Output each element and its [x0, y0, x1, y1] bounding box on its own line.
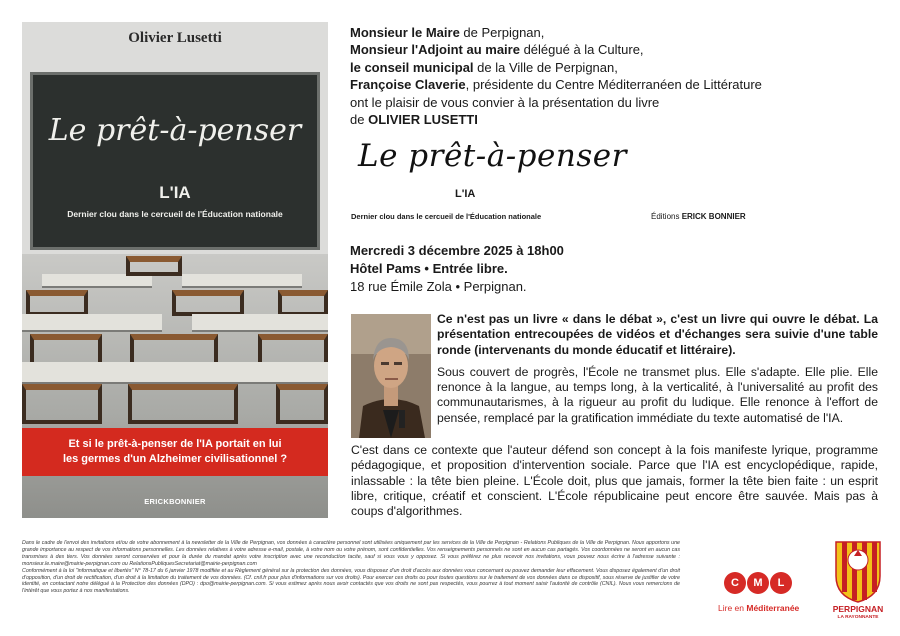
chalkboard	[30, 72, 320, 250]
invite-line-4-rest: , présidente du Centre Méditerranéen de Littérature	[465, 77, 762, 93]
book-subtitle: Dernier clou dans le cercueil de l'Éducation nationale	[351, 212, 542, 221]
desk	[22, 314, 162, 332]
desk	[42, 274, 152, 288]
editions-label: Éditions	[651, 212, 682, 221]
cover-subtitle: Dernier clou dans le cercueil de l'Éducation nationale	[67, 209, 283, 219]
perpignan-logo	[826, 536, 890, 626]
cml-logo	[718, 572, 798, 622]
invite-line-6	[350, 111, 800, 128]
cover-ia: L'IA	[159, 183, 191, 202]
chair	[276, 384, 328, 424]
perpignan-tagline: LA RAYONNANTE	[837, 615, 879, 620]
cover-title: Le prêt-à-penser	[48, 113, 302, 148]
event-address: 18 rue Émile Zola • Perpignan.	[350, 279, 527, 294]
chair	[128, 384, 238, 424]
cover-author: Olivier Lusetti	[128, 30, 222, 46]
cml-letters	[724, 572, 792, 596]
invite-line-5: ont le plaisir de vous convier à la présentation du livre	[350, 94, 660, 110]
editions	[651, 212, 746, 221]
cml-caption-main: Méditerranée	[746, 603, 800, 613]
cml-caption	[718, 603, 798, 613]
cml-letter-c: C	[724, 572, 746, 594]
invite-deputy: Monsieur l'Adjoint au maire	[350, 42, 520, 58]
chair	[172, 290, 244, 316]
invite-line-6-pre: de	[350, 112, 369, 128]
legal-paragraph-1: Dans le cadre de l'envoi des invitations et/ou de votre abonnement à la newsletter de la Ville de Perpignan, vos données à caractère personnel sont utilisées uniquement par les services de la Ville de Perpignan - Relations Publiques de la Ville de Perpignan. Nous apportons une grande importance au respect de vos informations personnelles. Les données relatives à votre adresse e-mail, postale, à votre nom ou votre prénom, sont confidentielles. Vos renseignements personnels ne sont en aucun cas partagés. Vos coordonnées ne seront en aucun cas transmises à des tiers. Vos données seront conservées et pour la durée du mandat après votre inscription avec une reconduction tacite, sauf si vous vous y opposez. Si vous préférez ne plus recevoir nos invitations, vous pouvez nous écrire à l'adresse suivante : monsieur.le.maire@mairie-perpignan.com ou RelationsPubliquesSecretariat@mairie-perpignan.com	[22, 540, 680, 567]
author-photo	[351, 314, 431, 438]
cml-letter-m: M	[747, 572, 769, 594]
invite-line-1-rest: de Perpignan,	[459, 25, 545, 40]
editions-name: ERICK BONNIER	[681, 212, 746, 221]
description-para-2: C'est dans ce contexte que l'auteur défend son concept à la fois manifeste lyrique, programme pédagogique, et proposition d'intervention sociale. Parce que l'IA est encyclopédique, rapide, inlassable : la tête bien pleine. L'École doit, plus que jamais, former la tête bien faite : un esprit libre, critique, créatif et conscient. L'École républicaine peut encore être sauvée. Mais pas à coups d'algorithmes.	[351, 443, 878, 519]
legal-notice	[22, 540, 680, 595]
invite-line-3-rest: de la Ville de Perpignan,	[473, 59, 618, 75]
cover-publisher: ERICKBONNIER	[144, 497, 206, 506]
legal-paragraph-2: Conformément à la loi "informatique et libertés" N° 78-17 du 6 janvier 1978 modifiée et au Règlement général sur la protection des données, vous disposez d'un droit d'accès aux données vous concernant ou pouvez demander leur effacement. Vous disposez également d'un droit d'opposition, d'un droit de rectification, d'un droit à la limitation du traitement de vos données. (Cf. cnil.fr pour plus d'informations sur vos droits). Pour exercer ces droits ou pour toutes questions sur le traitement de vos données dans ce dispositif, sous réserve de justifier de votre identité, en contactant notre délégué à la Protection des données (DPO) : dpo@mairie-perpignan.com. Si vous estimez après nous avoir contactés que vos droits ne sont pas respectés, vous pourrez à tout moment saisir l'autorité de contrôle (CNIL). Nous vous remercions de l'intérêt que vous portez à nos manifestations.	[22, 567, 680, 595]
invite-line-2	[350, 41, 800, 58]
chair	[278, 290, 328, 316]
perpignan-crest-icon	[826, 536, 890, 604]
cml-letter-l: L	[770, 572, 792, 594]
book-description	[437, 312, 878, 426]
event-details	[350, 242, 564, 296]
description-lead: Ce n'est pas un livre « dans le débat », c'est un livre qui ouvre le débat. La présentation entrecoupées de vidéos et d'échanges sera suivie d'une table ronde (intervenants du monde éducatif et littéraire).	[437, 312, 878, 357]
invite-president: Françoise Claverie	[350, 77, 466, 93]
invite-line-3	[350, 59, 800, 76]
invite-line-4	[350, 76, 800, 93]
book-title: Le prêt-à-penser	[358, 138, 627, 174]
event-place: Hôtel Pams • Entrée libre.	[350, 261, 508, 276]
invitation-text	[350, 24, 800, 128]
chair	[126, 256, 182, 276]
cml-caption-pre: Lire en	[718, 603, 747, 613]
banner-line-1: Et si le prêt-à-penser de l'IA portait en lui	[68, 438, 282, 450]
desk	[182, 274, 302, 288]
invite-line-2-rest: délégué à la Culture,	[519, 42, 644, 58]
invite-mayor: Monsieur le Maire	[350, 25, 460, 40]
invite-author: OLIVIER LUSETTI	[368, 112, 478, 128]
desk	[192, 314, 328, 332]
chair	[26, 290, 88, 316]
desk	[22, 362, 328, 384]
event-date: Mercredi 3 décembre 2025 à 18h00	[350, 243, 564, 258]
perpignan-name: PERPIGNAN	[832, 604, 884, 614]
book-ia: L'IA	[455, 188, 476, 200]
classroom-illustration	[22, 254, 328, 518]
invite-council: le conseil municipal	[350, 59, 474, 75]
chair	[22, 384, 102, 424]
invite-line-1	[350, 24, 800, 41]
banner-line-2: les germes d'un Alzheimer civilisationnel ?	[62, 453, 288, 465]
book-cover	[22, 22, 328, 518]
description-para-1: Sous couvert de progrès, l'École ne transmet plus. Elle s'adapte. Elle plie. Elle renonce à la langue, au temps long, à la verticalité, à l'universalité au profit des communautarismes, à la rigueur au profit du ludique. Elle renonce à l'effort de pensée, remplacé par la gratification immédiate du texte automatisé de l'IA.	[437, 364, 878, 425]
cover-banner	[22, 428, 328, 476]
